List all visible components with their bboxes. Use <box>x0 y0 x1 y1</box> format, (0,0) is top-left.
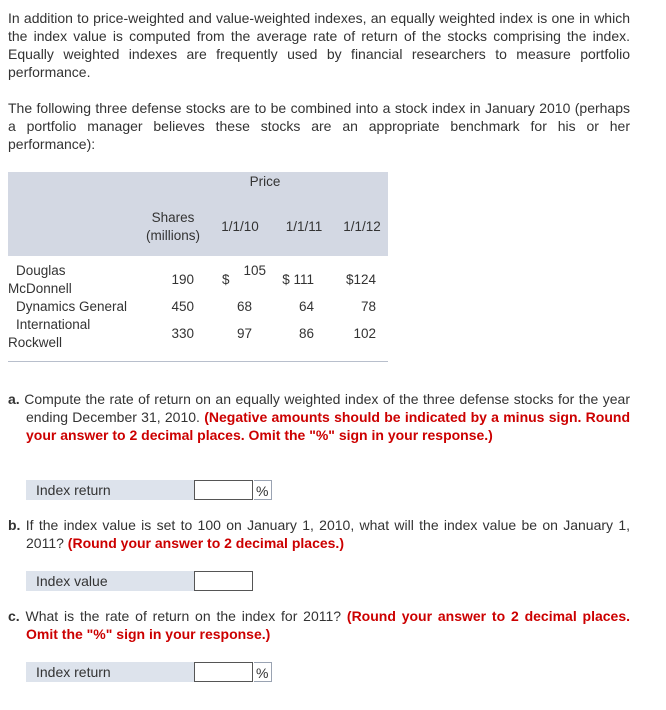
intro-paragraph: In addition to price-weighted and value-weighted indexes, an equally weighted index is one in which the index value is computed from the average rate of return of the stocks comprising the index. Equally weighted indexes are frequently used by financial researchers to measure portfolio performance. <box>8 10 630 80</box>
answer-a-unit: % <box>254 480 272 500</box>
row-name-line1: International <box>16 317 91 332</box>
answer-c-label: Index return <box>26 662 194 682</box>
row-name-line1: Dynamics General <box>16 299 128 314</box>
row-price-2010: 68 <box>236 299 252 314</box>
lead-paragraph: The following three defense stocks are to be combined into a stock index in January 2010 (perhaps a portfolio manager believes these stocks are an appropriate benchmark for his or her performance): <box>8 100 630 152</box>
question-b-note: (Round your answer to 2 decimal places.) <box>67 535 344 551</box>
question-c-note: (Round your answer to 2 decimal places. Omit the "%" sign in your response.) <box>26 608 631 642</box>
row-name-line2: Rockwell <box>8 335 63 350</box>
date-header-2011: 1/1/11 <box>285 219 323 234</box>
row-name-line1: Douglas <box>16 263 66 278</box>
answer-c <box>26 662 276 682</box>
row-price-2011: 86 <box>298 326 314 341</box>
index-return-input-a[interactable] <box>194 480 253 500</box>
index-return-input-c[interactable] <box>194 662 253 682</box>
answer-a-label: Index return <box>26 480 194 500</box>
row-price-2010: 105 <box>243 263 266 278</box>
question-c-text: What is the rate of return on the index for 2011? <box>25 608 342 624</box>
price-header: Price <box>249 174 281 189</box>
answer-c-unit: % <box>254 662 272 682</box>
answer-a <box>26 480 276 500</box>
question-a <box>8 390 630 444</box>
row-price-2012: 102 <box>353 326 376 341</box>
row-currency: $ <box>222 272 230 287</box>
row-price-2011: $ 111 <box>282 272 314 287</box>
row-shares: 330 <box>171 326 194 341</box>
answer-b-label: Index value <box>26 571 194 591</box>
question-a-label: a. <box>8 391 20 407</box>
row-price-2012: $124 <box>345 272 376 287</box>
question-a-text: Compute the rate of return on an equally weighted index of the three defense stocks for the year ending December 31, 2010. <box>24 391 630 425</box>
row-shares: 450 <box>171 299 194 314</box>
shares-header-line2: (millions) <box>146 228 200 243</box>
date-header-2010: 1/1/10 <box>221 219 259 234</box>
question-c <box>8 607 630 643</box>
date-header-2012: 1/1/12 <box>343 219 381 234</box>
row-price-2010: 97 <box>236 326 252 341</box>
row-price-2011: 64 <box>298 299 314 314</box>
question-a-note: (Negative amounts should be indicated by a minus sign. Round your answer to 2 decimal places. Omit the "%" sign in your response.) <box>26 409 630 443</box>
question-c-label: c. <box>8 608 20 624</box>
row-price-2012: 78 <box>360 299 376 314</box>
index-value-input-b[interactable] <box>194 571 253 591</box>
question-b-text: If the index value is set to 100 on January 1, 2010, what will the index value be on January 1, 2011? <box>25 517 631 551</box>
question-b <box>8 516 630 552</box>
answer-b <box>26 571 276 591</box>
row-shares: 190 <box>171 272 194 287</box>
row-name-line2: McDonnell <box>8 281 72 296</box>
shares-header-line1: Shares <box>151 210 195 225</box>
question-b-label: b. <box>8 517 21 533</box>
